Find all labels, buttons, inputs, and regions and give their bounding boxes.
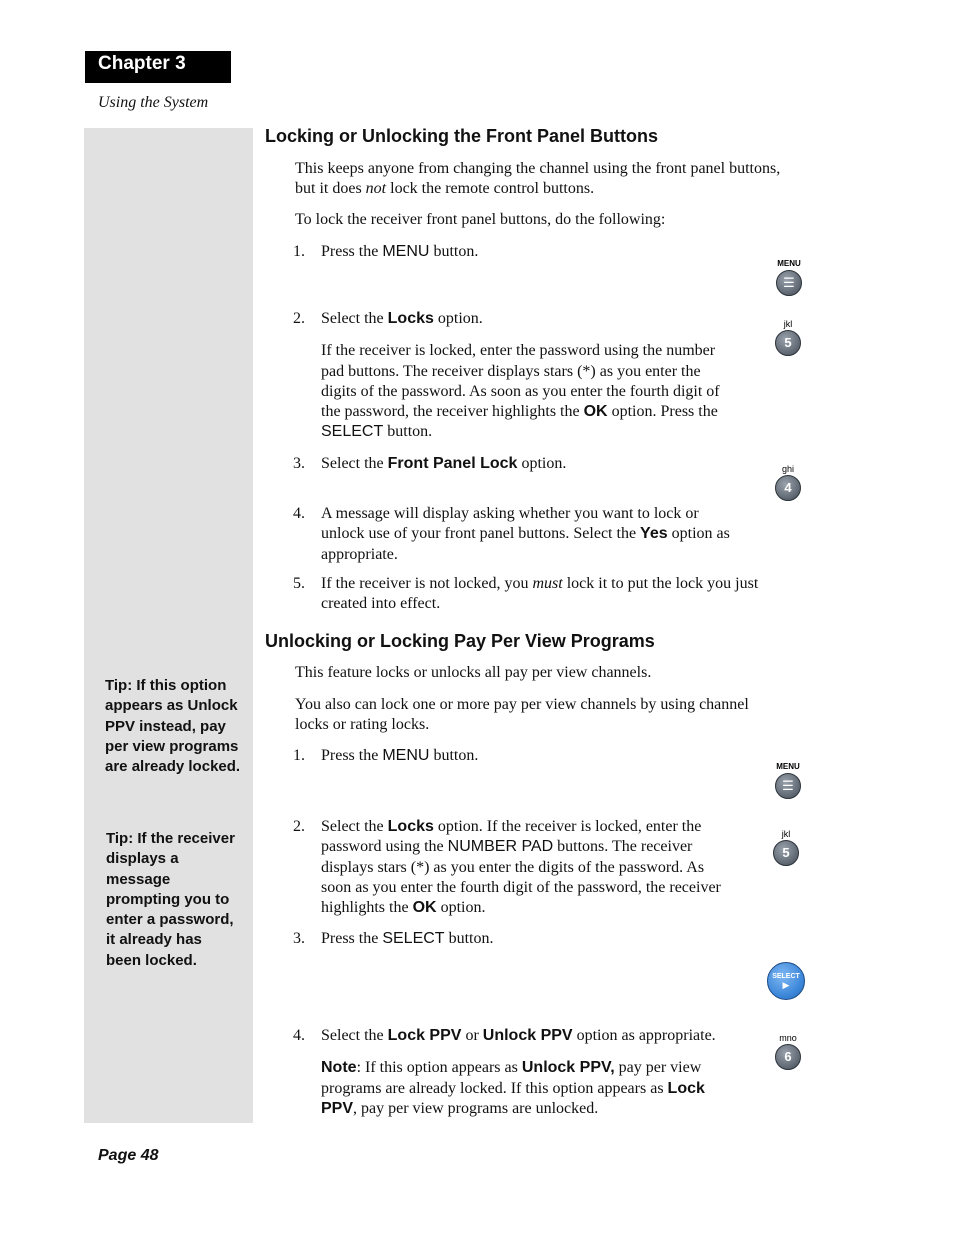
chapter-label: Chapter 3 xyxy=(85,51,231,83)
sidebar xyxy=(84,128,253,1123)
paragraph-lead: To lock the receiver front panel buttons, do the following: xyxy=(295,211,666,228)
paragraph-ppv-intro: This feature locks or unlocks all pay per view channels. xyxy=(295,664,652,681)
tip-unlock-ppv: Tip: If this option appears as Unlock PPV instead, pay per view programs are already locked. xyxy=(105,677,241,776)
page-number: Page 48 xyxy=(98,1147,159,1164)
tip-password-prompt: Tip: If the receiver displays a message prompting you to enter a password, it already has been locked. xyxy=(106,830,235,969)
paragraph-ppv-lead: You also can lock one or more pay per view channels by using channel locks or rating locks. xyxy=(295,696,749,734)
paragraph-intro: This keeps anyone from changing the channel using the front panel buttons, but it does not lock the remote control buttons. xyxy=(295,160,781,198)
section-heading-front-panel: Locking or Unlocking the Front Panel Buttons xyxy=(265,126,659,146)
section-heading-ppv: Unlocking or Locking Pay Per View Programs xyxy=(265,631,655,651)
select-button-icon: SELECT ▶ xyxy=(767,962,805,1000)
section-label: Using the System xyxy=(98,94,209,111)
